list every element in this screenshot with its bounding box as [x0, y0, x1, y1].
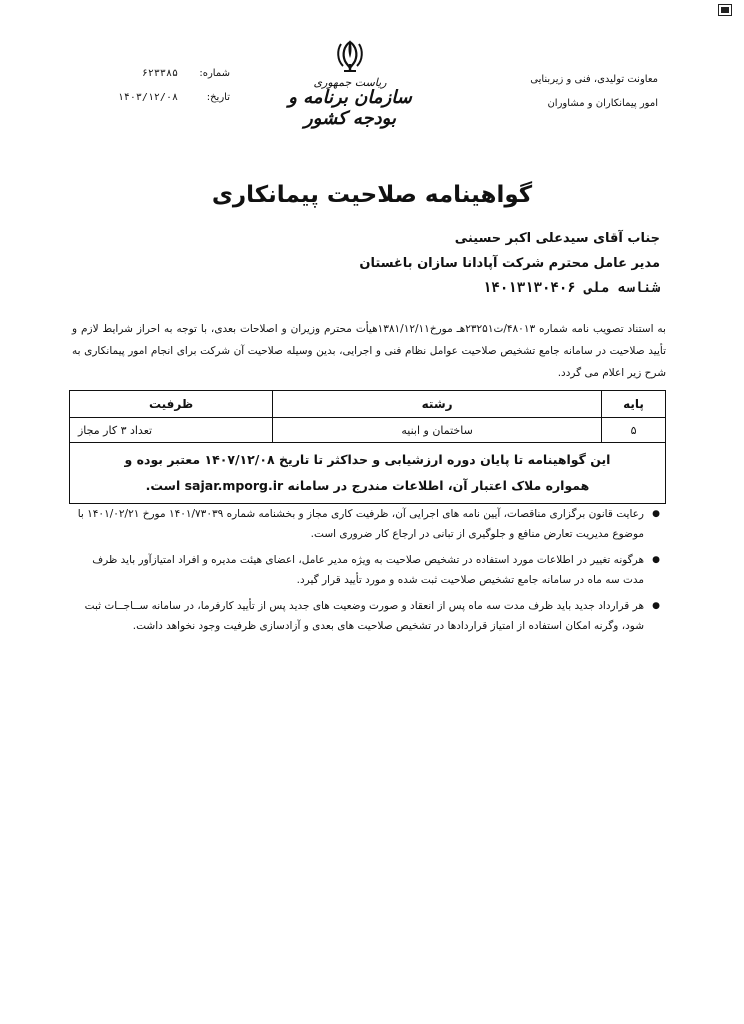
- header-capacity: ظرفیت: [70, 391, 273, 418]
- header-grade: پایه: [602, 391, 666, 418]
- header-field: رشته: [273, 391, 602, 418]
- body-paragraph: به استناد تصویب نامه شماره ۴۸۰۱۳/ت۲۳۲۵۱هـ مورخ۱۳۸۱/۱۲/۱۱هیأت محترم وزیران و اصلاحات بعدی، با توجه به احراز شرایط لازم و تأیید صلاحیت در سامانه جامع تشخیص صلاحیت عوامل نظام فنی و اجرایی، بدین وسیله صلاحیت آن شرکت برای انجام امور پیمانکاری به شرح زیر اعلام می گردد.: [72, 323, 666, 379]
- addressee-position: مدیر عامل محترم شرکت آپادانا سازان باغستان: [359, 256, 660, 271]
- note-text: رعایت قانون برگزاری مناقصات، آیین نامه های اجرایی آن، ظرفیت کاری مجاز و بخشنامه شماره ۱۴۰۱/۷۳۰۳۹ مورخ ۱۴۰۱/۰۲/۲۱ با موضوع مدیریت تعارض منافع و جلوگیری از تبانی در ارجاع کار ضروری است.: [77, 508, 644, 540]
- cell-grade: ۵: [602, 418, 666, 443]
- cell-capacity: تعداد ۳ کار مجاز: [70, 418, 273, 443]
- note-text: هرگونه تغییر در اطلاعات مورد استفاده در تشخیص صلاحیت به ویژه مدیر عامل، اعضای هیئت مدیره و افراد امتیازآور باید ظرف مدت سه ماه در سامانه جامع تشخیص صلاحیت ثبت شده و مورد تأیید قرار گیرد.: [92, 554, 644, 586]
- validity-cell: [70, 443, 666, 504]
- national-id: شناسه ملی ۱۴۰۱۳۱۳۰۴۰۶: [482, 280, 660, 296]
- list-item: [70, 504, 660, 544]
- notes-list: [70, 504, 660, 642]
- table-row: [70, 418, 666, 443]
- cell-field: ساختمان و ابنیه: [273, 418, 602, 443]
- organization-logo: [270, 76, 430, 129]
- organization-line2: سازمان برنامه و بودجه کشور: [288, 87, 412, 129]
- page-title: گواهینامه صلاحیت پیمانکاری: [211, 182, 533, 208]
- number-date-block: [100, 62, 230, 110]
- date-value: ۱۴۰۳/۱۲/۰۸: [117, 92, 178, 103]
- date-label: تاریخ:: [206, 92, 230, 103]
- validity-row: [70, 443, 666, 504]
- table-header-row: [70, 391, 666, 418]
- list-item: [70, 596, 660, 636]
- department-line1: معاونت تولیدی، فنی و زیربنایی: [530, 74, 658, 85]
- validity-line1: این گواهینامه تا پایان دوره ارزشیابی و حداکثر تا تاریخ ۱۴۰۷/۱۲/۰۸ معتبر بوده و: [124, 452, 611, 467]
- qualification-table: [69, 390, 666, 504]
- validity-line2: همواره ملاک اعتبار آن، اطلاعات مندرج در سامانه sajar.mporg.ir است.: [145, 478, 590, 493]
- organization-line1: ریاست جمهوری: [313, 76, 387, 89]
- bullet-icon: ●: [652, 509, 660, 519]
- number-label: شماره:: [199, 68, 230, 79]
- department-line2: امور پیمانکاران و مشاوران: [547, 98, 658, 109]
- bullet-icon: ●: [652, 601, 660, 611]
- list-item: [70, 550, 660, 590]
- addressee-name: جناب آقای سیدعلی اکبر حسینی: [454, 231, 660, 246]
- iran-emblem-icon: [335, 38, 365, 74]
- department-block: [478, 68, 658, 116]
- note-text: هر قرارداد جدید باید ظرف مدت سه ماه پس از انعقاد و صورت وضعیت های جدید پس از تأیید کارفرما، در سامانه ســاجــات ثبت شود، وگرنه امکان استفاده از امتیاز قراردادها در تشخیص صلاحیت های بعدی و آزادسازی ظرفیت وجود نخواهد داشت.: [84, 600, 644, 632]
- corner-mark-icon: [718, 4, 732, 16]
- bullet-icon: ●: [652, 555, 660, 565]
- number-value: ۶۲۳۳۸۵: [141, 68, 178, 79]
- addressee-block: [260, 226, 660, 301]
